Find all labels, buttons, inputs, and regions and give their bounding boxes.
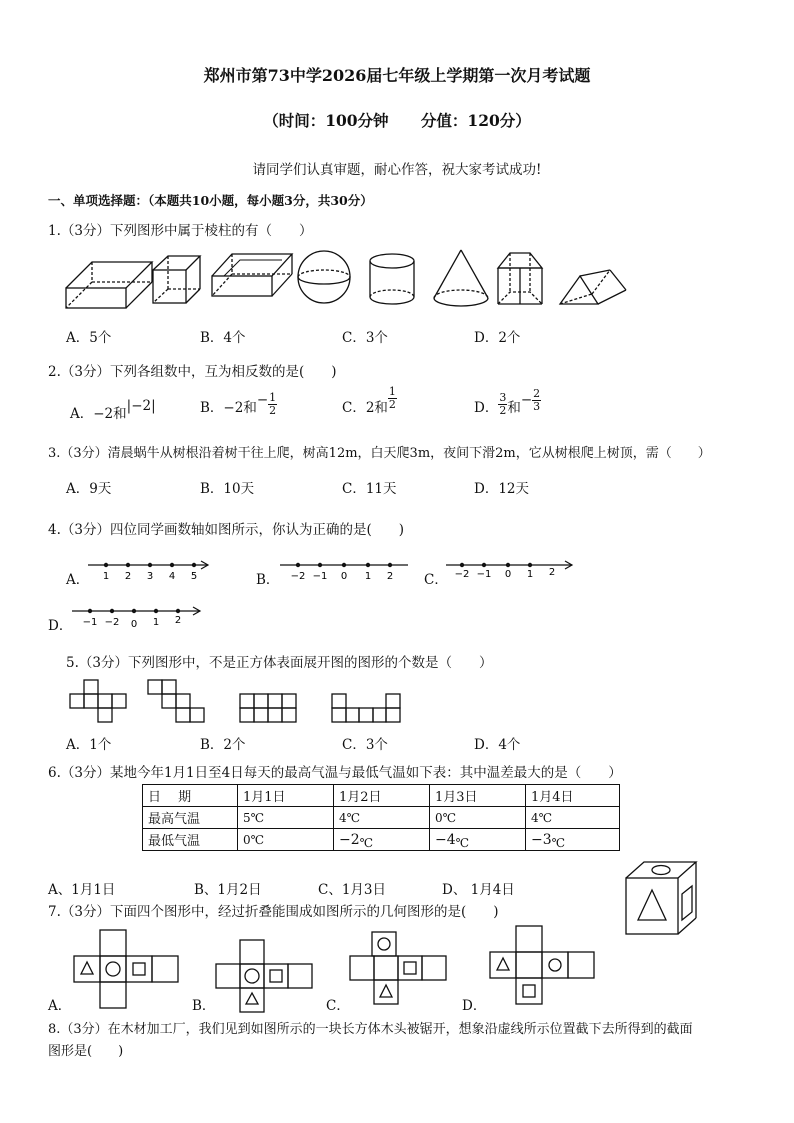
section-heading: 一、单项选择题：（本题共10小题，每小题3分，共30分） [48,193,373,208]
question-5-stem: 5.（3分）下列图形中，不是正方体表面展开图的图形的个数是（ ） [66,655,493,671]
q2-d-and: 和 [507,400,521,416]
q4-number-line-a [88,555,228,585]
q2-c-fraction: $\frac{1}{2}$ [388,385,396,411]
q7-option-c[interactable]: C． [326,998,350,1014]
q2-d-fraction-2: $\frac{2}{3}$ [533,387,541,413]
q2-d-minus: − [520,392,533,408]
table-header-row [143,785,620,807]
q5-option-d[interactable]: D．4个 [474,737,521,753]
q5-option-c[interactable]: C．3个 [342,737,388,753]
q6-option-d[interactable]: D、 1月4日 [442,882,515,898]
svg-text:2: 2 [124,571,132,582]
table-cell: 0℃ [238,829,334,851]
table-cell: 1月3日 [430,785,526,807]
q4-number-line-d [72,601,212,631]
svg-text:−2: −2 [290,571,306,582]
svg-text:−1: −1 [476,569,492,580]
svg-text:2: 2 [386,571,394,582]
table-cell: 0℃ [430,807,526,829]
q2-a-text: A．−2和 [70,406,127,422]
q6-option-c[interactable]: C、1月3日 [318,882,387,898]
table-cell: 最高气温 [143,807,238,829]
q3-option-d[interactable]: D．12天 [474,481,530,497]
question-8-stem: 8.（3分）在木材加工厂，我们见到如图所示的一块长方体木头被锯开，想象沿虚线所示位置截下去所得到的截面 [48,1022,693,1037]
q4-label-c[interactable]: C． [424,572,448,588]
q2-a-abs: |−2| [126,398,156,414]
question-4-stem: 4.（3分）四位同学画数轴如图所示，你认为正确的是( ) [48,522,405,538]
question-8-stem-cont: 图形是( ) [48,1044,124,1059]
q2-option-b[interactable] [200,392,277,417]
q2-option-c[interactable] [342,385,397,417]
q5-nets-figure [0,678,794,722]
question-3-stem: 3.（3分）清晨蜗牛从树根沿着树干往上爬，树高12m，白天爬3m，夜间下滑2m，它从树根爬上树顶，需（ ） [48,446,711,461]
q7-option-b[interactable]: B． [192,998,216,1014]
svg-text:0: 0 [340,571,348,582]
question-7-stem: 7.（3分）下面四个图形中，经过折叠能围成如图所示的几何图形的是( ) [48,904,499,920]
svg-text:−1: −1 [82,617,98,628]
svg-text:3: 3 [146,571,154,582]
svg-text:0: 0 [504,569,512,580]
svg-text:0: 0 [130,619,138,630]
table-cell: 5℃ [238,807,334,829]
q1-option-a[interactable]: A．5个 [66,330,112,346]
svg-text:−1: −1 [312,571,328,582]
q3-option-b[interactable]: B．10天 [200,481,255,497]
svg-text:1: 1 [526,569,534,580]
q2-b-fraction: $\frac{1}{2}$ [269,391,277,417]
svg-text:−2: −2 [104,617,120,628]
exam-time-score: （时间：100分钟 分值：120分） [263,111,531,130]
svg-text:−2: −2 [454,569,470,580]
table-row [143,829,620,851]
q2-option-d[interactable] [474,387,541,417]
q2-d-fraction-1: $\frac{3}{2}$ [499,391,507,417]
q4-label-d[interactable]: D． [48,618,73,634]
question-2-stem: 2.（3分）下列各组数中，互为相反数的是( ) [48,364,337,380]
table-cell: 1月1日 [238,785,334,807]
table-cell: 1月4日 [526,785,620,807]
svg-text:1: 1 [364,571,372,582]
q1-option-c[interactable]: C．3个 [342,330,388,346]
q6-option-a[interactable]: A、1月1日 [48,882,116,898]
question-6-stem: 6.（3分）某地今年1月1日至4日每天的最高气温与最低气温如下表：其中温差最大的是（ ） [48,765,622,781]
q4-number-line-b [280,555,420,585]
q7-option-a[interactable]: A． [48,998,72,1014]
table-cell: 日 期 [143,785,238,807]
q4-label-a[interactable]: A． [66,572,90,588]
q4-label-b[interactable]: B． [256,572,280,588]
q2-d-text: D． [474,400,499,416]
table-cell: 4℃ [334,807,430,829]
q5-option-a[interactable]: A．1个 [66,737,112,753]
table-cell: 4℃ [526,807,620,829]
svg-text:1: 1 [102,571,110,582]
q1-option-d[interactable]: D．2个 [474,330,521,346]
q2-b-text: B．−2和 [200,400,257,416]
table-cell: −3℃ [526,829,620,851]
q3-option-a[interactable]: A．9天 [66,481,112,497]
q7-nets-figure [0,924,794,1014]
page-title: 郑州市第73中学2026届七年级上学期第一次月考试题 [203,66,591,85]
q2-b-minus: − [256,392,269,408]
table-cell: 1月2日 [334,785,430,807]
q1-option-b[interactable]: B．4个 [200,330,246,346]
table-row [143,807,620,829]
q3-option-c[interactable]: C．11天 [342,481,397,497]
svg-text:5: 5 [190,571,198,582]
table-cell: −4℃ [430,829,526,851]
table-cell: 最低气温 [143,829,238,851]
svg-text:2: 2 [548,567,556,578]
question-1-stem: 1.（3分）下列图形中属于棱柱的有（ ） [48,223,313,239]
table-cell: −2℃ [334,829,430,851]
svg-text:4: 4 [168,571,176,582]
q4-number-line-c [446,555,586,585]
svg-text:1: 1 [152,617,160,628]
q2-option-a[interactable] [70,398,156,422]
q7-option-d[interactable]: D． [462,998,487,1014]
encouragement: 请同学们认真审题，耐心作答，祝大家考试成功! [252,162,542,178]
q6-option-b[interactable]: B、1月2日 [194,882,262,898]
temperature-table [142,784,620,851]
q5-option-b[interactable]: B．2个 [200,737,246,753]
svg-text:2: 2 [174,615,182,626]
q2-c-text: C．2和 [342,400,388,416]
q1-solids-figure [0,248,794,328]
